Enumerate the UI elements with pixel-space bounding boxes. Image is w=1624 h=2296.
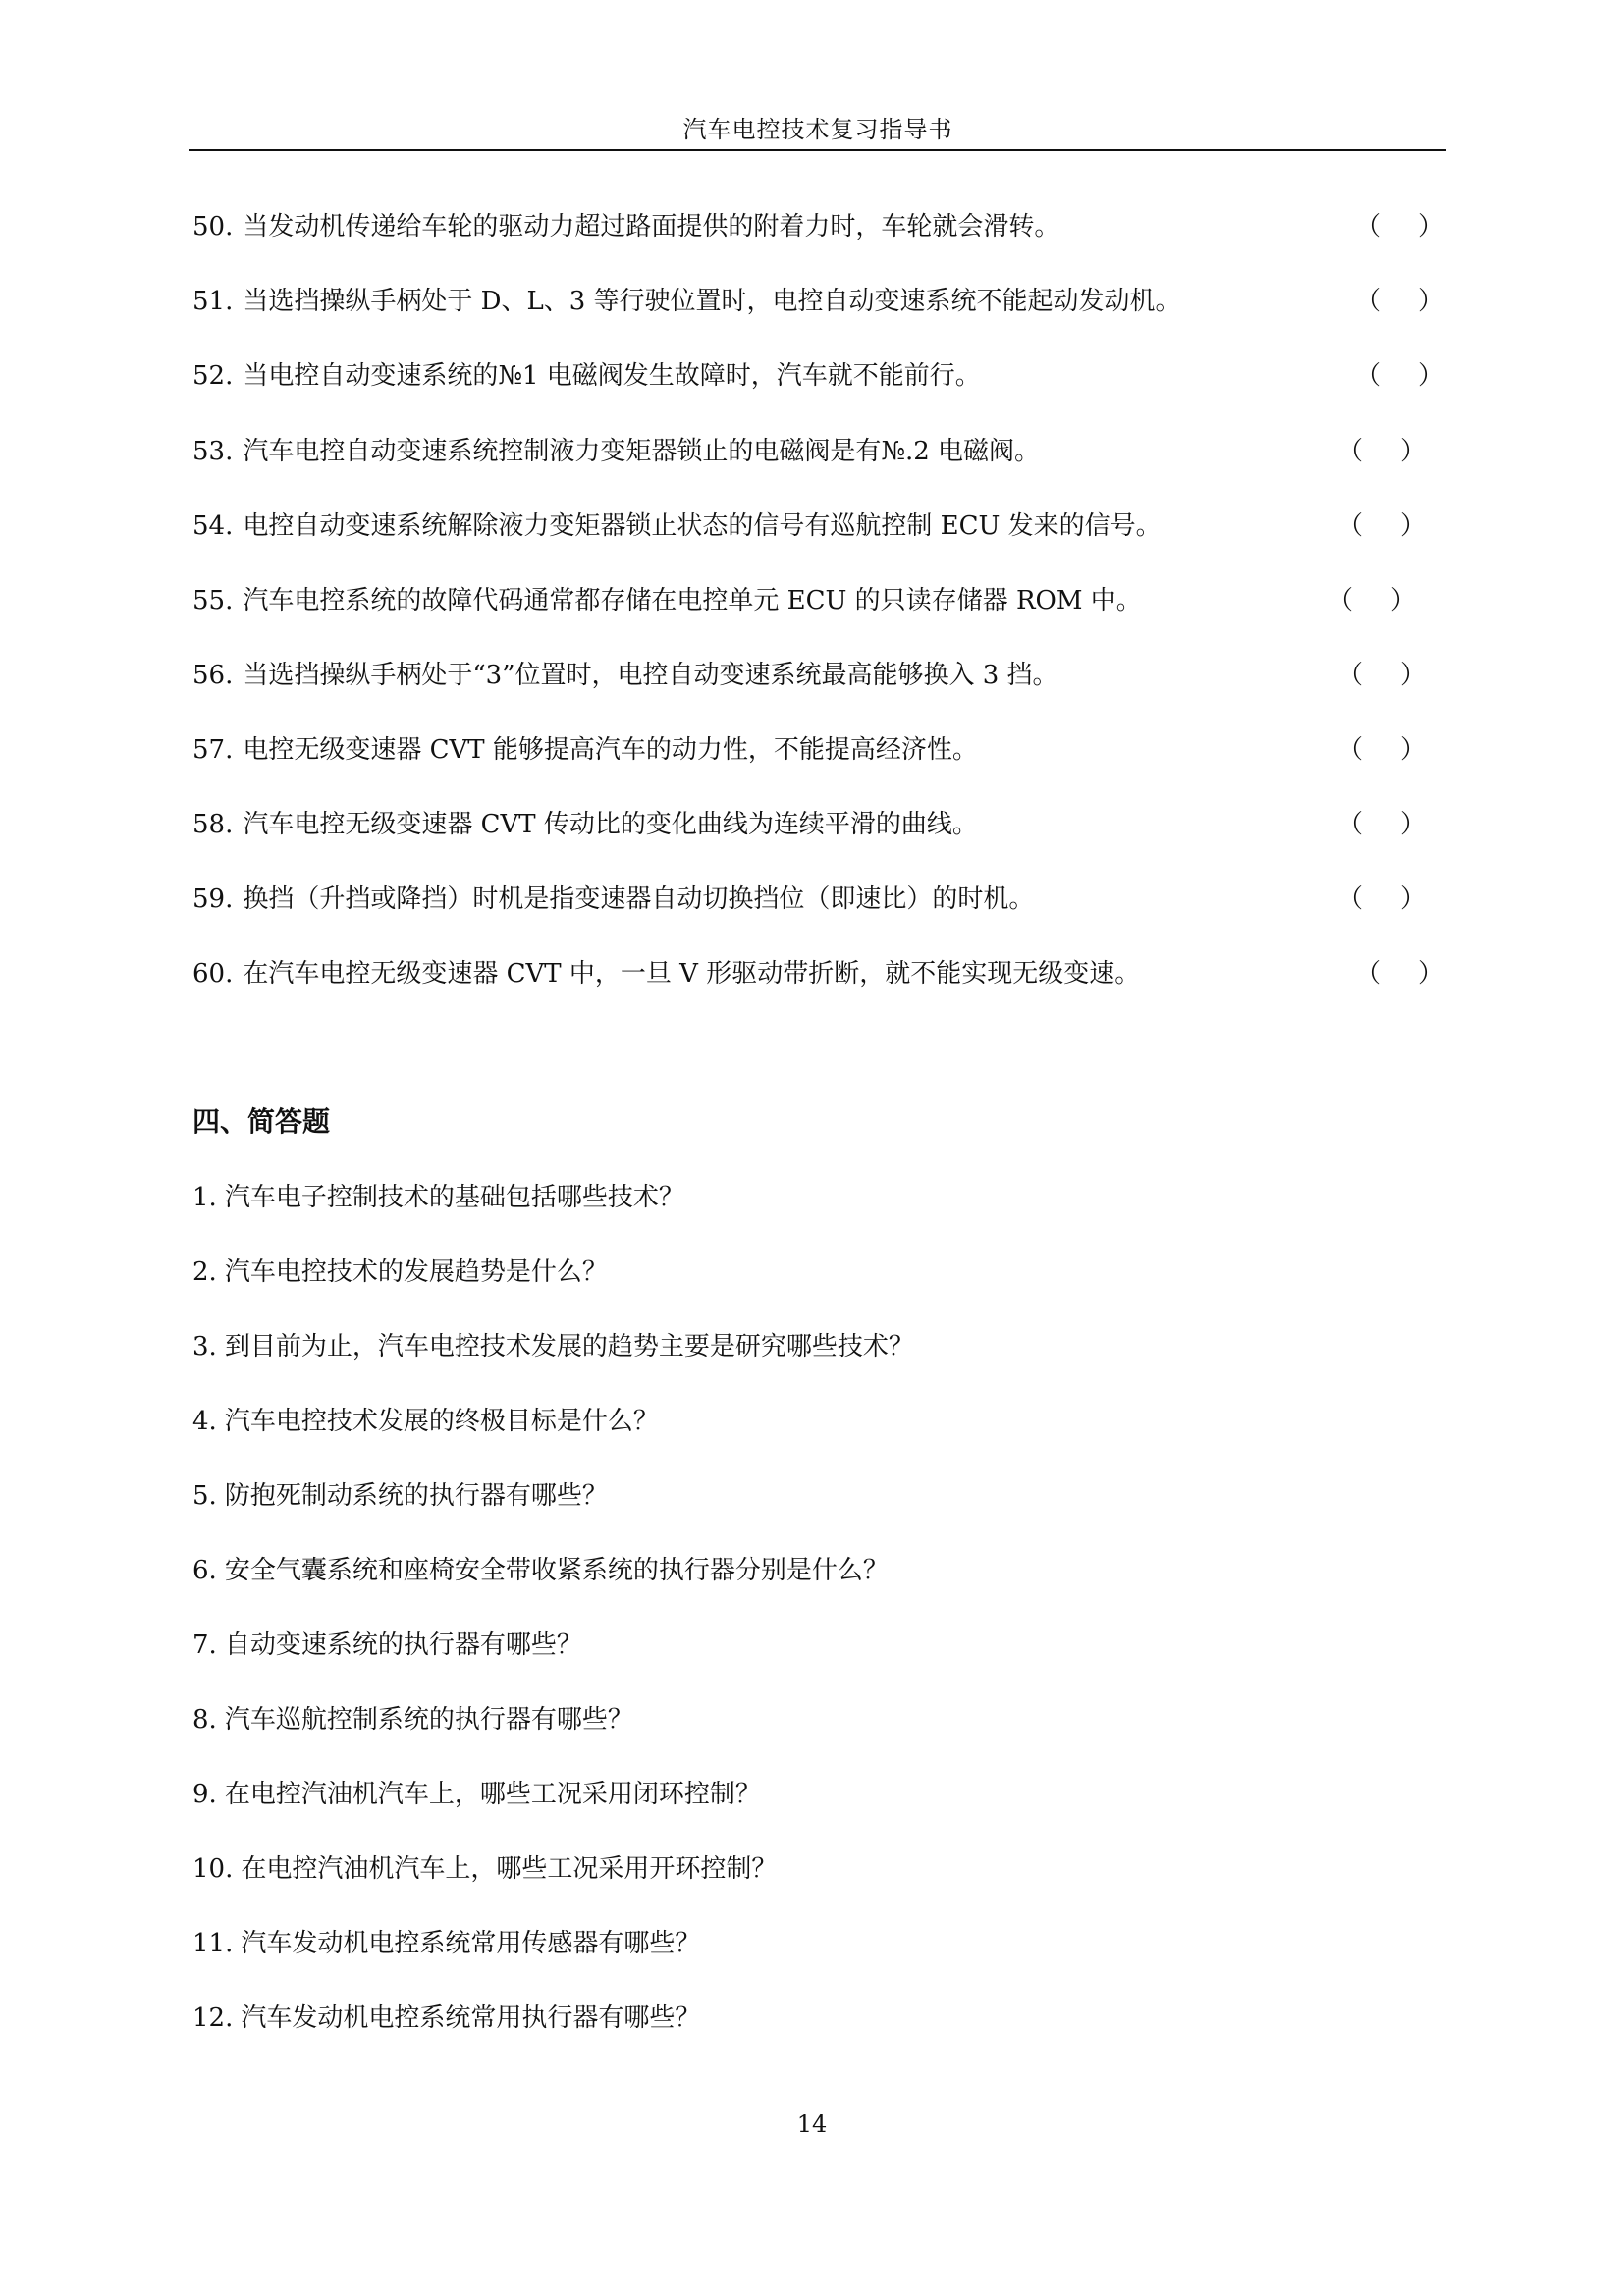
paren-close: ） — [1417, 212, 1443, 241]
question-item — [192, 1626, 582, 1665]
paren-open: （ — [1355, 212, 1381, 241]
item-number: 60. — [192, 959, 234, 988]
page-number: 14 — [796, 2110, 828, 2138]
answer-blank[interactable] — [1355, 282, 1443, 321]
tf-item — [192, 507, 1162, 546]
question-text: 汽车发动机电控系统常用执行器有哪些？ — [241, 2003, 701, 2033]
tf-item — [192, 282, 1181, 321]
question-item — [192, 1999, 700, 2038]
section-title: 四、简答题 — [192, 1105, 331, 1138]
answer-blank[interactable] — [1337, 656, 1426, 695]
item-text: 当电控自动变速系统的№1 电磁阀发生故障时，汽车就不能前行。 — [243, 361, 981, 391]
header-divider — [189, 149, 1446, 151]
item-text: 在汽车电控无级变速器 CVT 中，一旦 V 形驱动带折断，就不能实现无级变速。 — [243, 959, 1141, 988]
paren-close: ） — [1399, 884, 1426, 914]
item-text: 当发动机传递给车轮的驱动力超过路面提供的附着力时，车轮就会滑转。 — [243, 212, 1060, 241]
paren-close: ） — [1399, 735, 1426, 765]
paren-open: （ — [1327, 586, 1354, 615]
tf-item — [192, 432, 1040, 471]
item-number: 59. — [192, 884, 234, 914]
item-number: 51. — [192, 287, 234, 316]
item-number: 52. — [192, 361, 234, 391]
question-number: 4. — [192, 1407, 217, 1436]
paren-close: ） — [1399, 661, 1426, 690]
paren-open: （ — [1337, 810, 1364, 839]
tf-item — [192, 730, 978, 770]
item-number: 50. — [192, 212, 234, 241]
question-number: 9. — [192, 1780, 217, 1809]
paren-open: （ — [1355, 361, 1381, 391]
tf-item — [192, 880, 1034, 919]
paren-close: ） — [1417, 361, 1443, 391]
question-text: 在电控汽油机汽车上，哪些工况采用闭环控制？ — [224, 1780, 761, 1809]
page-header-title: 汽车电控技术复习指导书 — [682, 116, 953, 143]
item-number: 53. — [192, 437, 234, 466]
question-item — [192, 1551, 889, 1590]
answer-blank[interactable] — [1327, 581, 1416, 620]
item-text: 汽车电控系统的故障代码通常都存储在电控单元 ECU 的只读存储器 ROM 中。 — [243, 586, 1142, 615]
question-number: 10. — [192, 1854, 234, 1884]
item-number: 58. — [192, 810, 234, 839]
paren-open: （ — [1355, 287, 1381, 316]
paren-open: （ — [1337, 437, 1364, 466]
question-text: 汽车电子控制技术的基础包括哪些技术？ — [224, 1183, 684, 1212]
paren-close: ） — [1399, 810, 1426, 839]
answer-blank[interactable] — [1337, 880, 1426, 919]
tf-item — [192, 356, 981, 396]
item-number: 56. — [192, 661, 234, 690]
item-text: 当选挡操纵手柄处于“3”位置时，电控自动变速系统最高能够换入 3 挡。 — [243, 661, 1058, 690]
question-text: 到目前为止，汽车电控技术发展的趋势主要是研究哪些技术？ — [224, 1332, 914, 1362]
answer-blank[interactable] — [1337, 730, 1426, 770]
question-text: 汽车发动机电控系统常用传感器有哪些？ — [241, 1929, 701, 1958]
question-number: 11. — [192, 1929, 234, 1958]
paren-close: ） — [1389, 586, 1416, 615]
question-item — [192, 1700, 633, 1739]
question-item — [192, 1402, 659, 1441]
question-item — [192, 1924, 700, 1963]
question-item — [192, 1849, 777, 1889]
paren-open: （ — [1337, 735, 1364, 765]
question-number: 7. — [192, 1630, 217, 1660]
answer-blank[interactable] — [1337, 507, 1426, 546]
question-item — [192, 1476, 608, 1516]
answer-blank[interactable] — [1355, 954, 1443, 993]
question-text: 安全气囊系统和座椅安全带收紧系统的执行器分别是什么？ — [224, 1556, 889, 1585]
question-item — [192, 1775, 761, 1814]
item-number: 55. — [192, 586, 234, 615]
paren-close: ） — [1417, 287, 1443, 316]
item-number: 57. — [192, 735, 234, 765]
answer-blank[interactable] — [1355, 356, 1443, 396]
item-text: 当选挡操纵手柄处于 D、L、3 等行驶位置时，电控自动变速系统不能起动发动机。 — [243, 287, 1181, 316]
paren-close: ） — [1417, 959, 1443, 988]
item-text: 汽车电控自动变速系统控制液力变矩器锁止的电磁阀是有№.2 电磁阀。 — [243, 437, 1041, 466]
question-number: 12. — [192, 2003, 234, 2033]
question-number: 2. — [192, 1257, 217, 1287]
paren-open: （ — [1355, 959, 1381, 988]
item-text: 换挡（升挡或降挡）时机是指变速器自动切换挡位（即速比）的时机。 — [243, 884, 1035, 914]
question-text: 汽车电控技术的发展趋势是什么？ — [224, 1257, 608, 1287]
answer-blank[interactable] — [1337, 805, 1426, 844]
question-number: 1. — [192, 1183, 217, 1212]
tf-item — [192, 207, 1059, 246]
question-number: 5. — [192, 1481, 217, 1511]
question-number: 3. — [192, 1332, 217, 1362]
question-number: 6. — [192, 1556, 217, 1585]
question-item — [192, 1178, 684, 1217]
question-text: 防抱死制动系统的执行器有哪些？ — [224, 1481, 608, 1511]
tf-item — [192, 805, 978, 844]
question-item — [192, 1327, 914, 1366]
tf-item — [192, 954, 1140, 993]
answer-blank[interactable] — [1337, 432, 1426, 471]
paren-open: （ — [1337, 884, 1364, 914]
paren-close: ） — [1399, 437, 1426, 466]
item-text: 电控自动变速系统解除液力变矩器锁止状态的信号有巡航控制 ECU 发来的信号。 — [243, 511, 1162, 541]
item-number: 54. — [192, 511, 234, 541]
item-text: 电控无级变速器 CVT 能够提高汽车的动力性，不能提高经济性。 — [243, 735, 978, 765]
paren-close: ） — [1399, 511, 1426, 541]
answer-blank[interactable] — [1355, 207, 1443, 246]
item-text: 汽车电控无级变速器 CVT 传动比的变化曲线为连续平滑的曲线。 — [243, 810, 978, 839]
paren-open: （ — [1337, 511, 1364, 541]
question-text: 汽车电控技术发展的终极目标是什么？ — [224, 1407, 659, 1436]
tf-item — [192, 656, 1058, 695]
question-text: 自动变速系统的执行器有哪些？ — [224, 1630, 582, 1660]
question-text: 汽车巡航控制系统的执行器有哪些？ — [224, 1705, 633, 1735]
question-number: 8. — [192, 1705, 217, 1735]
question-item — [192, 1253, 608, 1292]
question-text: 在电控汽油机汽车上，哪些工况采用开环控制？ — [241, 1854, 778, 1884]
paren-open: （ — [1337, 661, 1364, 690]
tf-item — [192, 581, 1142, 620]
